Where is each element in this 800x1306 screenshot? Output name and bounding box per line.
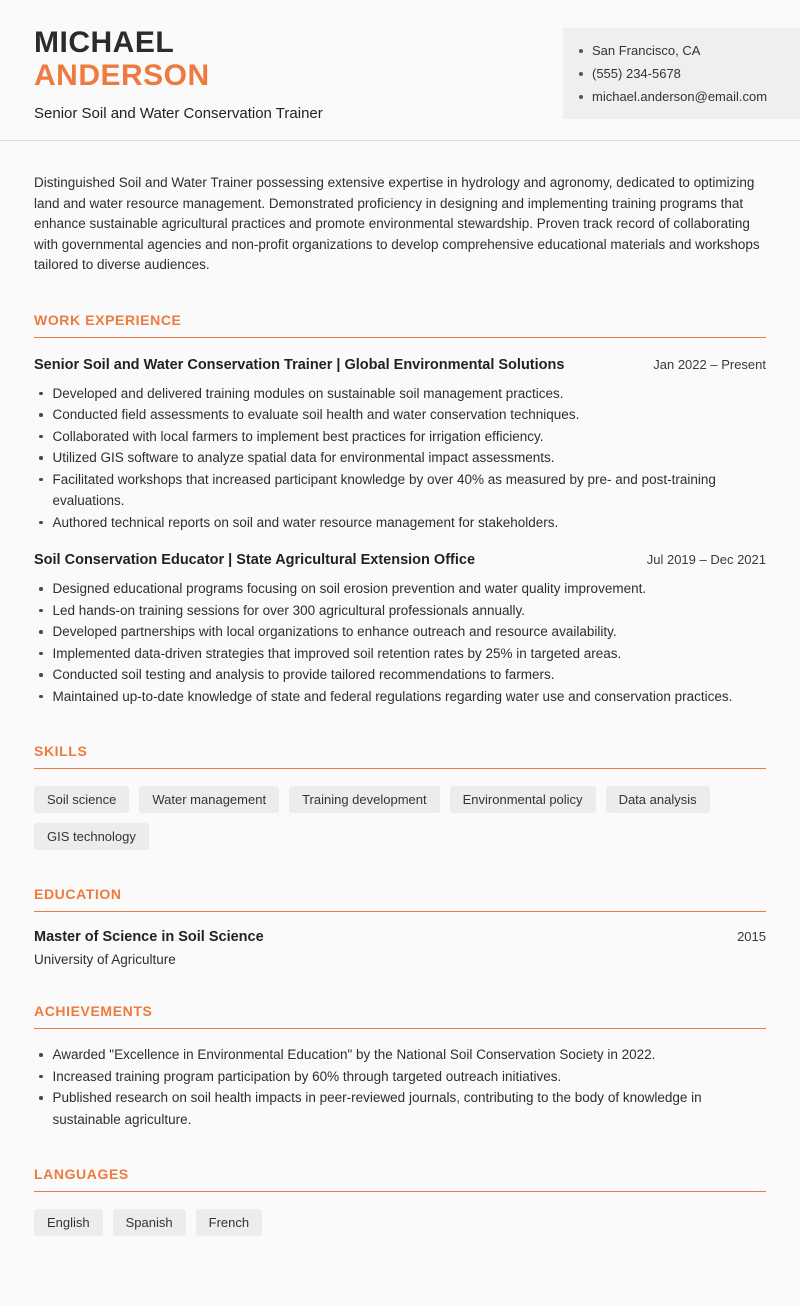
job-title-company: Soil Conservation Educator | State Agricultural Extension Office: [34, 552, 476, 568]
job-bullet: [34, 578, 766, 600]
language-tag: French: [196, 1209, 262, 1236]
job-bullet: [34, 664, 766, 686]
job-bullet: [34, 383, 766, 405]
bullet-text: Authored technical reports on soil and water resource management for stakeholders.: [52, 514, 559, 530]
job-bullet: [34, 643, 766, 665]
candidate-name: [34, 26, 323, 92]
job-bullet: [34, 686, 766, 708]
skill-tag: Training development: [289, 786, 440, 813]
bullet-text: Collaborated with local farmers to implement best practices for irrigation efficiency.: [52, 428, 544, 444]
contact-email: [579, 85, 784, 108]
contact-location: [579, 39, 784, 62]
bullet-dot-icon: [579, 49, 583, 53]
bullet-dot-icon: [39, 1075, 43, 1079]
job-bullet: [34, 512, 766, 534]
bullet-dot-icon: [39, 413, 43, 417]
bullet-dot-icon: [579, 95, 583, 99]
education-section-title: EDUCATION: [34, 886, 766, 912]
education-header: [34, 929, 766, 945]
bullet-dot-icon: [39, 652, 43, 656]
achievement-bullet: [34, 1044, 766, 1066]
summary-text: Distinguished Soil and Water Trainer possessing extensive expertise in hydrology and agronomy, dedicated to optimizing land and water resource management. Demonstrated proficiency in designing and implementing training programs that enhance sustainable agricultural practices and promote environmental stewardship. Proven track record of collaborating with governmental agencies and non-profit organizations to develop comprehensive educational materials and workshops tailored to diverse audiences.: [34, 175, 760, 272]
bullet-dot-icon: [39, 435, 43, 439]
bullet-text: Developed and delivered training modules on sustainable soil management practices.: [52, 385, 564, 401]
section-work-experience: [34, 312, 766, 708]
section-education: [34, 886, 766, 967]
bullet-text: Conducted field assessments to evaluate soil health and water conservation techniques.: [52, 407, 580, 422]
contact-card: [563, 28, 800, 119]
bullet-text: Awarded "Excellence in Environmental Education" by the National Soil Conservation Society in 2022.: [52, 1047, 656, 1062]
bullet-text: Utilized GIS software to analyze spatial data for environmental impact assessments.: [52, 450, 555, 465]
school-name: University of Agriculture: [34, 952, 176, 967]
bullet-dot-icon: [39, 1053, 43, 1057]
bullet-dot-icon: [39, 630, 43, 634]
contact-location-text: San Francisco, CA: [592, 43, 701, 58]
bullet-dot-icon: [39, 456, 43, 460]
achievement-bullet: [34, 1066, 766, 1088]
bullet-dot-icon: [39, 695, 43, 699]
language-tag: English: [34, 1209, 103, 1236]
bullet-text: Facilitated workshops that increased participant knowledge by over 40% as measured by pre- and post-training evaluations.: [52, 471, 716, 508]
bullet-dot-icon: [39, 392, 43, 396]
work-section-title: WORK EXPERIENCE: [34, 312, 766, 338]
resume-header: [0, 0, 800, 141]
achievements-list: [34, 1044, 766, 1130]
job-dates: Jul 2019 – Dec 2021: [646, 552, 766, 567]
job-bullet: [34, 600, 766, 622]
bullet-dot-icon: [579, 72, 583, 76]
achievements-section-title: ACHIEVEMENTS: [34, 1003, 766, 1029]
candidate-job-title: Senior Soil and Water Conservation Trainer: [34, 105, 323, 122]
job-header: [34, 357, 766, 373]
job-entry: [34, 552, 766, 707]
bullet-text: Designed educational programs focusing on soil erosion prevention and water quality improvement.: [52, 581, 647, 596]
section-languages: [34, 1166, 766, 1236]
degree-title: Master of Science in Soil Science: [34, 929, 264, 945]
skill-tag: GIS technology: [34, 823, 149, 850]
section-skills: [34, 743, 766, 850]
bullet-text: Increased training program participation by 60% through targeted outreach initiatives.: [52, 1068, 562, 1084]
achievement-bullet: [34, 1087, 766, 1130]
bullet-dot-icon: [39, 478, 43, 482]
skill-tag: Water management: [139, 786, 279, 813]
bullet-dot-icon: [39, 587, 43, 591]
resume-content: [0, 173, 800, 1236]
contact-phone-text: (555) 234-5678: [592, 66, 681, 81]
language-tag: Spanish: [113, 1209, 186, 1236]
contact-phone: [579, 62, 784, 85]
bullet-text: Implemented data-driven strategies that improved soil retention rates by 25% in targeted areas.: [52, 645, 622, 661]
languages-list: [34, 1209, 766, 1236]
job-bullet-list: [34, 578, 766, 707]
job-entry: [34, 357, 766, 534]
bullet-text: Developed partnerships with local organizations to enhance outreach and resource availability.: [52, 624, 617, 639]
skill-tag: Data analysis: [606, 786, 710, 813]
contact-email-text: michael.anderson@email.com: [592, 89, 768, 104]
bullet-dot-icon: [39, 609, 43, 613]
bullet-text: Led hands-on training sessions for over 300 agricultural professionals annually.: [52, 602, 526, 618]
skill-tag: Environmental policy: [450, 786, 596, 813]
bullet-text: Published research on soil health impacts in peer-reviewed journals, contributing to the body of knowledge in sustainable agriculture.: [52, 1090, 702, 1127]
bullet-dot-icon: [39, 521, 43, 525]
skills-list: [34, 786, 766, 850]
graduation-year: 2015: [737, 929, 766, 944]
skill-tag: Soil science: [34, 786, 129, 813]
candidate-first-name: MICHAEL: [34, 26, 175, 59]
candidate-last-name: ANDERSON: [34, 59, 210, 92]
bullet-dot-icon: [39, 673, 43, 677]
languages-section-title: LANGUAGES: [34, 1166, 766, 1192]
job-bullet-list: [34, 383, 766, 534]
skills-section-title: SKILLS: [34, 743, 766, 769]
job-dates: Jan 2022 – Present: [653, 356, 766, 372]
job-bullet: [34, 469, 766, 512]
bullet-text: Conducted soil testing and analysis to provide tailored recommendations to farmers.: [52, 667, 555, 682]
bullet-text: Maintained up-to-date knowledge of state and federal regulations regarding water use and conservation practices.: [52, 688, 733, 704]
job-title-company: Senior Soil and Water Conservation Trainer | Global Environmental Solutions: [34, 356, 565, 373]
job-bullet: [34, 447, 766, 469]
job-bullet: [34, 621, 766, 643]
education-entry: [34, 929, 766, 967]
bullet-dot-icon: [39, 1096, 43, 1100]
header-identity: [34, 26, 323, 122]
section-achievements: [34, 1003, 766, 1130]
job-bullet: [34, 404, 766, 426]
job-bullet: [34, 426, 766, 448]
job-header: [34, 552, 766, 568]
